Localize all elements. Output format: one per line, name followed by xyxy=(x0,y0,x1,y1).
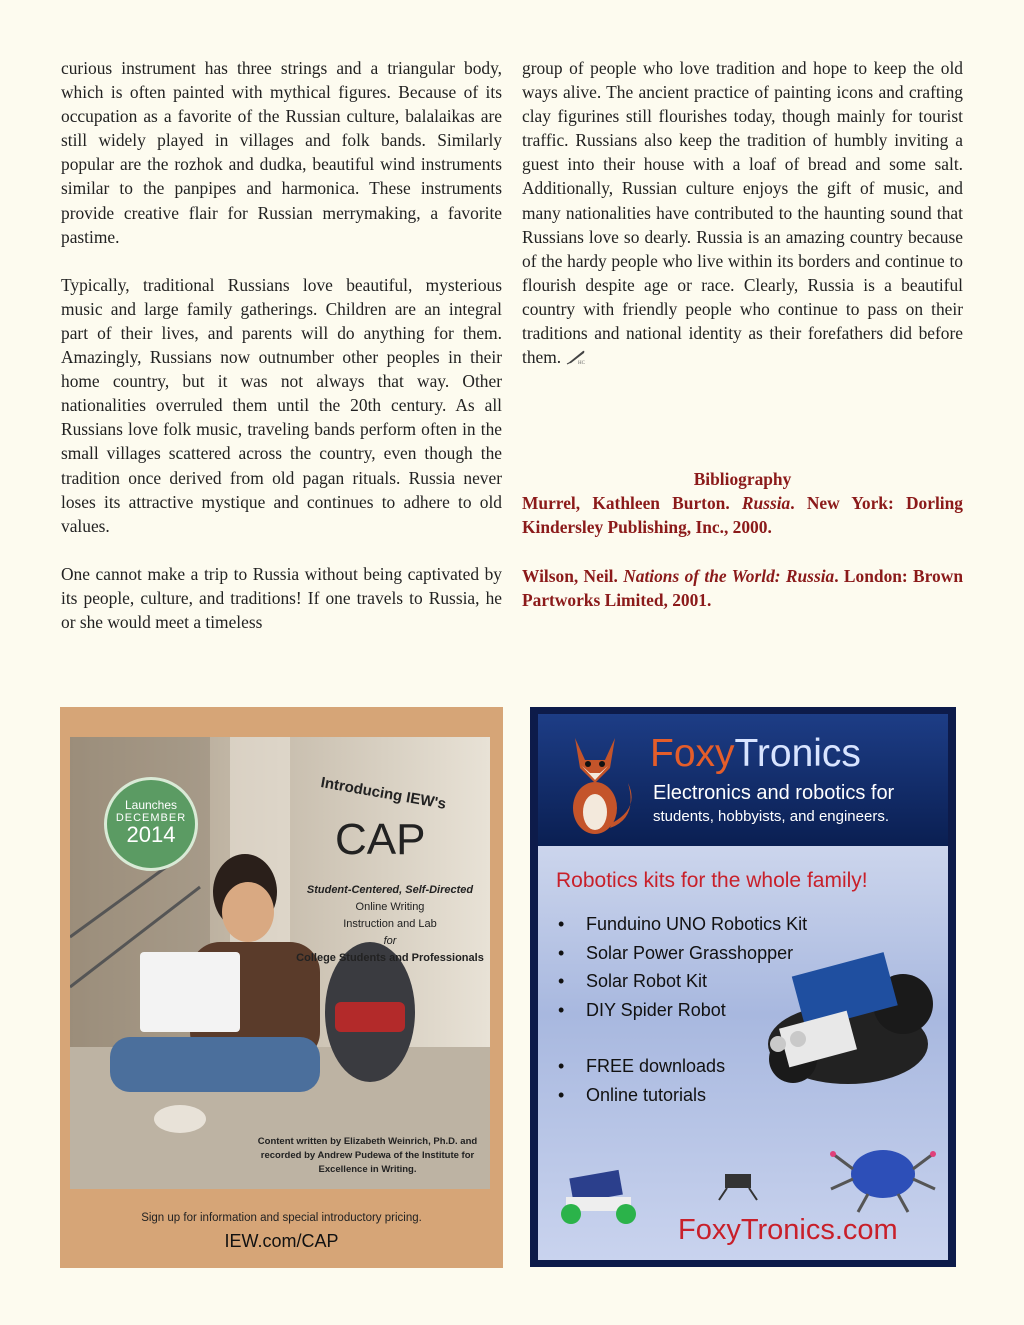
article-paragraph-text: group of people who love tradition and hope to keep the old ways alive. The ancient practice of painting icons and crafting clay figurines still flourishes today, though mainly for tourist traffic. Russians also keep the tradition of humbly inviting a guest into their house with a loaf of bread and some salt. Additionally, Russian culture enjoys the gift of music, and many nationalities have contributed to the haunting sound that Russians love so dearly. Russia is an amazing country because of the hardy people who live within its borders and continue to flourish despite age or race. Clearly, Russia is a beautiful country with friendly people who continue to pass on their traditions and national identity as their forefathers did before them. xyxy=(522,58,963,368)
robot-car-image xyxy=(753,924,933,1094)
list-item: • Solar Power Grasshopper xyxy=(558,943,807,972)
foxytronics-logo xyxy=(650,732,861,776)
solar-robot-image xyxy=(556,1159,646,1229)
bib-title: Nations of the World: Russia xyxy=(623,565,835,586)
svg-text:HC: HC xyxy=(578,361,586,366)
list-item: • Funduino UNO Robotics Kit xyxy=(558,914,807,943)
fox-mascot-icon xyxy=(550,728,640,838)
badge-line: Launches xyxy=(124,798,178,812)
cap-description xyxy=(275,882,490,967)
cap-desc-line: College Students and Professionals xyxy=(296,952,484,964)
foxytronics-headline: Robotics kits for the whole family! xyxy=(556,869,868,892)
launch-date-badge xyxy=(104,777,198,871)
cap-url-link[interactable]: IEW.com/CAP xyxy=(224,1231,339,1251)
logo-part: Foxy xyxy=(650,732,735,775)
list-item: • Online tutorials xyxy=(558,1085,807,1114)
cap-desc-line: Instruction and Lab xyxy=(343,918,437,930)
cap-ad-photo xyxy=(70,737,490,1189)
foxytronics-tagline: students, hobbyists, and engineers. xyxy=(653,808,889,825)
cap-desc-line: for xyxy=(383,935,397,947)
spider-robot-image xyxy=(828,1134,938,1214)
cap-desc-line: Student-Centered, Self-Directed xyxy=(306,884,474,896)
article-left-column xyxy=(61,56,502,658)
bibliography-entry xyxy=(522,564,963,612)
badge-month: DECEMBER xyxy=(115,812,187,824)
cap-intro: Introducing IEW's xyxy=(319,774,448,813)
cap-desc-line: Online Writing xyxy=(355,901,425,913)
bib-author: Wilson, Neil. xyxy=(522,565,618,586)
bib-publisher: . London: Brown Partworks Limited, 2001. xyxy=(522,565,963,610)
foxytronics-advertisement[interactable] xyxy=(530,707,956,1267)
foxytronics-header xyxy=(538,714,948,846)
article-paragraph: Typically, traditional Russians love beautiful, mysterious music and large family gatherings. Children are an integral part of their lives, and parents will do anything for them. Amazingly, Russians now outnumber other peoples in their home country, but it was not always that way. Other nationalities overruled them until the 20th century. As all Russians love folk music, traveling bands perform often in the small villages scattered across the country, even though the tradition once derived from old pagan rituals. Russia never loses its attractive mystique and continues to adhere to old values. xyxy=(61,274,502,536)
cap-signup-text: Sign up for information and special introductory pricing. xyxy=(141,1212,422,1224)
cap-credit: Content written by Elizabeth Weinrich, Ph.D. and recorded by Andrew Pudewa of the Institute for Excellence in Writing. xyxy=(257,1136,478,1175)
list-item: • DIY Spider Robot xyxy=(558,1000,807,1029)
article-paragraph-final xyxy=(522,56,963,369)
bib-title: Russia xyxy=(741,493,791,514)
article-right-column xyxy=(522,56,963,636)
grasshopper-robot-image xyxy=(713,1164,763,1204)
article-paragraph: One cannot make a trip to Russia without being captivated by its people, culture, and traditions! If one travels to Russia, he or she would meet a timeless xyxy=(61,563,502,632)
bib-publisher: . New York: Dorling Kindersley Publishing, Inc., 2000. xyxy=(522,493,963,538)
bibliography-title: Bibliography xyxy=(693,469,792,490)
foxytronics-tagline: Electronics and robotics for xyxy=(653,782,895,804)
badge-year: 2014 xyxy=(126,822,176,847)
bib-author: Murrel, Kathleen Burton. xyxy=(522,493,730,514)
list-item: • Solar Robot Kit xyxy=(558,971,807,1000)
foxytronics-url-link[interactable]: FoxyTronics.com xyxy=(678,1214,898,1246)
cap-advertisement[interactable] xyxy=(60,707,503,1268)
logo-part: Tronics xyxy=(734,732,861,775)
bibliography-entry xyxy=(522,491,963,539)
article-paragraph: curious instrument has three strings and a triangular body, which is often painted with mythical figures. Because of its occupation as a favorite of the Russian culture, balalaikas are still widely played in villages and folk bands. Similarly popular are the rozhok and dudka, beautiful wind instruments similar to the panpipes and harmonica. These instruments provide creative flair for Russian merrymaking, a favorite pastime. xyxy=(61,58,502,247)
list-item: • FREE downloads xyxy=(558,1056,807,1085)
foxytronics-ad-body xyxy=(538,714,948,1260)
cap-title: CAP xyxy=(335,815,426,864)
quill-pen-icon xyxy=(565,349,587,365)
